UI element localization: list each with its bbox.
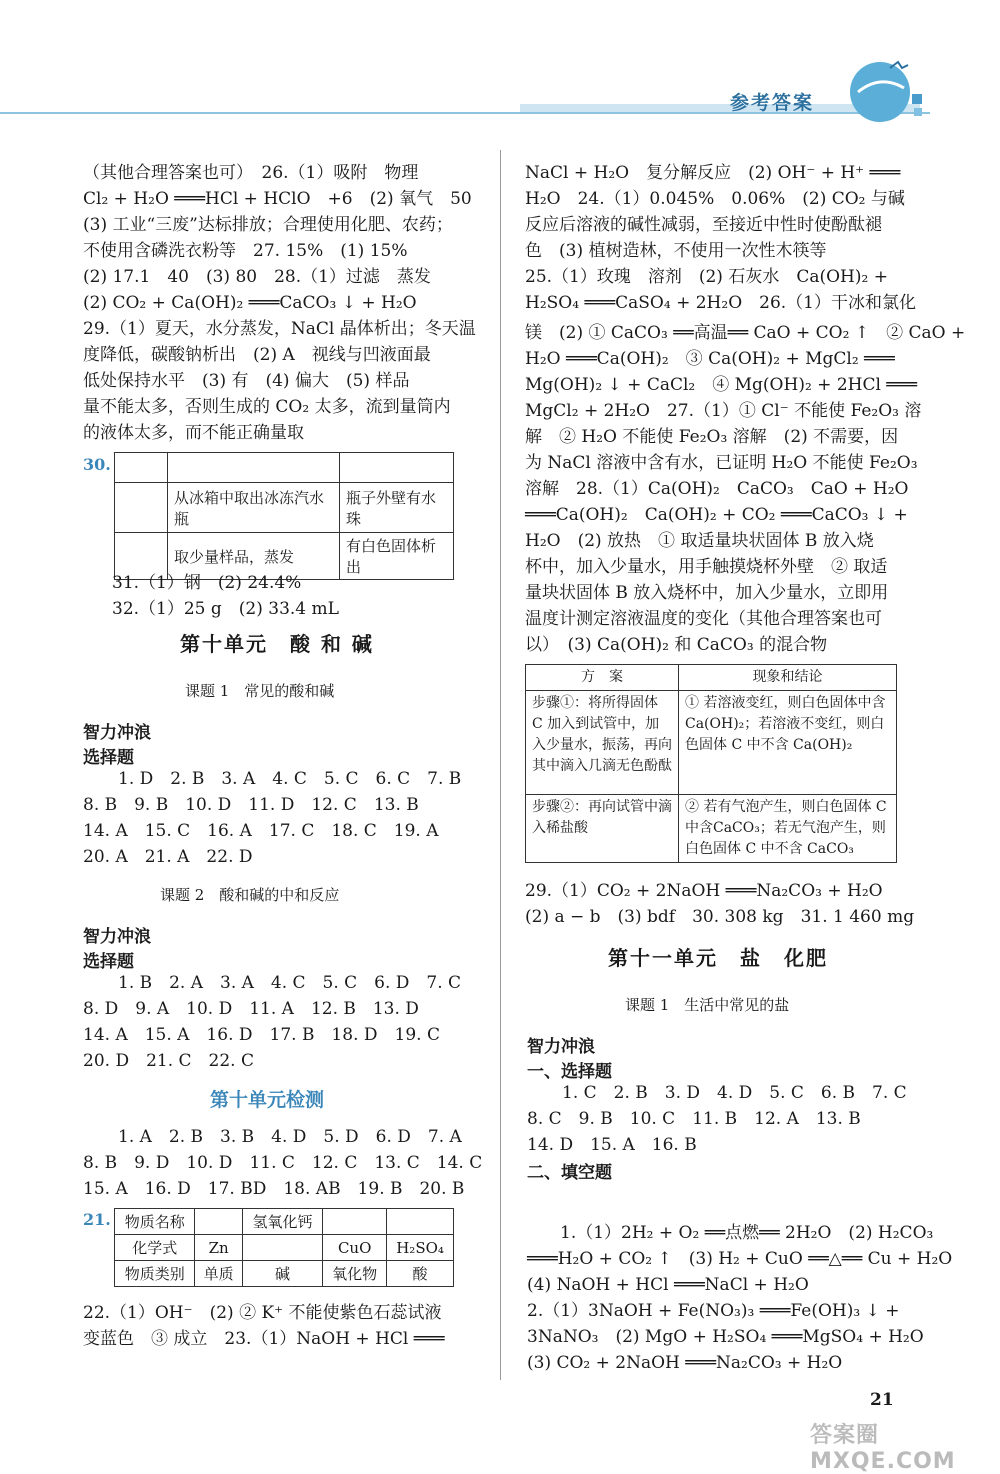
lesson2-subsection: 选择题 [83, 952, 134, 972]
left-line-2: Cl₂ + H₂O ═══HCl + HClO +6 (2) 氧气 50 [83, 189, 472, 209]
q21-cell: 氧化物 [323, 1261, 387, 1287]
q30-cell: 有白色固体析出 [339, 533, 453, 580]
choice-answers-row: 14. D 15. A 16. B [527, 1135, 697, 1155]
q21-cell [387, 1209, 454, 1235]
q21-cell: 碱 [242, 1261, 322, 1287]
left-line-5: (2) 17.1 40 (3) 80 28.（1）过滤 蒸发 [83, 267, 431, 287]
fill-line: (3) CO₂ + 2NaOH ═══Na₂CO₃ + H₂O [527, 1353, 843, 1373]
left-line-1: （其他合理答案也可） 26.（1）吸附 物理 [83, 163, 419, 183]
table-cell: ② 若有气泡产生，则白色固体 C 中含CaCO₃；若无气泡产生，则白色固体 C 中不含 CaCO₃ [679, 795, 897, 863]
q21-cell [242, 1235, 322, 1261]
q21-cell: 物质类别 [115, 1261, 195, 1287]
q29-line: (2) a − b (3) bdf 30. 308 kg 31. 1 460 mg [525, 907, 915, 927]
lesson2-title: 课题 2 酸和碱的中和反应 [160, 886, 340, 904]
q21-cell: H₂SO₄ [387, 1235, 454, 1261]
right-line: ═══Ca(OH)₂ Ca(OH)₂ + CO₂ ═══CaCO₃ ↓ + [525, 505, 908, 525]
q30-cell: 从冰箱中取出冰冻汽水瓶 [168, 483, 340, 533]
column-divider [500, 150, 501, 1380]
fill-line: (4) NaOH + HCl ═══NaCl + H₂O [527, 1275, 809, 1295]
q29-line: 29.（1）CO₂ + 2NaOH ═══Na₂CO₃ + H₂O [525, 881, 883, 901]
fill-title: 二、填空题 [527, 1163, 612, 1183]
right-line: 为 NaCl 溶液中含有水，已证明 H₂O 不能使 Fe₂O₃ [525, 453, 918, 473]
lesson1-answers-row: 20. A 21. A 22. D [83, 847, 253, 867]
q21-cell: 氢氧化钙 [242, 1209, 322, 1235]
q22-line: 变蓝色 ③ 成立 23.（1）NaOH + HCl ═══ [83, 1329, 445, 1349]
q21-cell [195, 1209, 242, 1235]
fill-line: ═══H₂O + CO₂ ↑ (3) H₂ + CuO ══△══ Cu + H₂O [527, 1249, 953, 1269]
test-answers-row: 15. A 16. D 17. BD 18. AB 19. B 20. B [83, 1179, 465, 1199]
q30-cell: 取少量样品，蒸发 [168, 533, 340, 580]
q30-label: 30. [83, 455, 111, 474]
test-answers-row: 1. A 2. B 3. B 4. D 5. D 6. D 7. A [118, 1127, 462, 1147]
right-line: 25.（1）玫瑰 溶剂 (2) 石灰水 Ca(OH)₂ + [525, 267, 888, 287]
right-line: H₂O (2) 放热 ① 取适量块状固体 B 放入烧 [525, 531, 874, 551]
left-line-3: (3) 工业“三废”达标排放；合理使用化肥、农药； [83, 215, 453, 235]
lesson2-answers-row: 20. D 21. C 22. C [83, 1051, 254, 1071]
right-line: 解 ② H₂O 不能使 Fe₂O₃ 溶解 (2) 不需要，因 [525, 427, 899, 447]
q21-cell: 物质名称 [115, 1209, 195, 1235]
table-cell: 步骤②：再向试管中滴入稀盐酸 [526, 795, 679, 863]
header-title: 参考答案 [730, 92, 815, 114]
q30-corner [115, 453, 168, 483]
q21-cell [323, 1209, 387, 1235]
page-number: 21 [870, 1390, 894, 1410]
q30-table [114, 452, 454, 580]
right-line: H₂O ═══Ca(OH)₂ ③ Ca(OH)₂ + MgCl₂ ═══ [525, 349, 895, 369]
left-line-9: 低处保持水平 (3) 有 (4) 偏大 (5) 样品 [83, 371, 410, 391]
right-line: MgCl₂ + 2H₂O 27.（1）① Cl⁻ 不能使 Fe₂O₃ 溶 [525, 401, 922, 421]
unit11-title: 第十一单元 盐 化肥 [608, 946, 828, 970]
left-line-4: 不使用含磷洗衣粉等 27. 15% (1) 15% [83, 241, 408, 261]
choice-answers-row: 1. C 2. B 3. D 4. D 5. C 6. B 7. C [562, 1083, 907, 1103]
q21-table [114, 1208, 454, 1287]
logo-globe-icon [838, 48, 930, 128]
right-line: 以） (3) Ca(OH)₂ 和 CaCO₃ 的混合物 [525, 635, 828, 655]
unit10-test-title: 第十单元检测 [210, 1089, 325, 1111]
right-line: Mg(OH)₂ ↓ + CaCl₂ ④ Mg(OH)₂ + 2HCl ═══ [525, 375, 918, 395]
right-line: 镁 (2) ① CaCO₃ ══高温══ CaO + CO₂ ↑ ② CaO + [525, 323, 966, 343]
lesson1-answers-row: 8. B 9. B 10. D 11. D 12. C 13. B [83, 795, 419, 815]
fill-line: 3NaNO₃ (2) MgO + H₂SO₄ ═══MgSO₄ + H₂O [527, 1327, 924, 1347]
table-cell: ① 若溶液变红，则白色固体中含 Ca(OH)₂；若溶液不变红，则白色固体 C 中不含 Ca(OH)₂ [679, 691, 897, 795]
q21-label: 21. [83, 1210, 111, 1229]
lesson2-answers-row: 14. A 15. A 16. D 17. B 18. D 19. C [83, 1025, 440, 1045]
q22-line: 22.（1）OH⁻ (2) ② K⁺ 不能使紫色石蕊试液 [83, 1303, 442, 1323]
left-line-10: 量不能太多，否则生成的 CO₂ 太多，流到量筒内 [83, 397, 451, 417]
q30-cell: 瓶子外壁有水珠 [339, 483, 453, 533]
q21-cell: Zn [195, 1235, 242, 1261]
left-line-6: (2) CO₂ + Ca(OH)₂ ═══CaCO₃ ↓ + H₂O [83, 293, 417, 313]
left-line-8: 度降低，碳酸钠析出 (2) A 视线与凹液面最 [83, 345, 431, 365]
lesson2-section: 智力冲浪 [83, 927, 151, 947]
lesson11-title: 课题 1 生活中常见的盐 [625, 996, 790, 1014]
test-answers-row: 8. B 9. D 10. D 11. C 12. C 13. C 14. C [83, 1153, 483, 1173]
table-header: 方 案 [526, 665, 679, 691]
table-header: 现象和结论 [679, 665, 897, 691]
right-line: 反应后溶液的碱性减弱，至接近中性时使酚酞褪 [525, 215, 882, 235]
lesson2-answers-row: 8. D 9. A 10. D 11. A 12. B 13. D [83, 999, 419, 1019]
q21-cell: CuO [323, 1235, 387, 1261]
fill-line: 2.（1）3NaOH + Fe(NO₃)₃ ═══Fe(OH)₃ ↓ + [527, 1301, 900, 1321]
right-line: H₂SO₄ ═══CaSO₄ + 2H₂O 26.（1）干冰和氯化 [525, 293, 916, 313]
watermark: 答案圈 MXQE.COM [810, 1423, 956, 1474]
unit10-title: 第十单元 酸 和 碱 [180, 632, 374, 656]
right-line: 溶解 28.（1）Ca(OH)₂ CaCO₃ CaO + H₂O [525, 479, 909, 499]
right-line: 色 (3) 植树造林，不使用一次性木筷等 [525, 241, 827, 261]
choice-answers-row: 8. C 9. B 10. C 11. B 12. A 13. B [527, 1109, 861, 1129]
experiment-table [525, 664, 897, 863]
table-cell: 步骤①：将所得固体 C 加入到试管中，加入少量水，振荡，再向其中滴入几滴无色酚酞 [526, 691, 679, 795]
left-line-7: 29.（1）夏天，水分蒸发，NaCl 晶体析出；冬天温 [83, 319, 476, 339]
lesson1-answers-row: 1. D 2. B 3. A 4. C 5. C 6. C 7. B [118, 769, 462, 789]
right-line: 温度计测定溶液温度的变化（其他合理答案也可 [525, 609, 882, 629]
q32-line: 32.（1）25 g (2) 33.4 mL [112, 599, 339, 619]
lesson1-section: 智力冲浪 [83, 723, 151, 743]
q21-cell: 酸 [387, 1261, 454, 1287]
q31-line: 31.（1）钢 (2) 24.4% [112, 573, 302, 593]
choice-title: 一、选择题 [527, 1062, 612, 1082]
right-line: H₂O 24.（1）0.045% 0.06% (2) CO₂ 与碱 [525, 189, 905, 209]
lesson1-answers-row: 14. A 15. C 16. A 17. C 18. C 19. A [83, 821, 439, 841]
left-line-11: 的液体太多，而不能正确量取 [83, 423, 304, 443]
right-line: 量块状固体 B 放入烧杯中，加入少量水，立即用 [525, 583, 889, 603]
right-line: NaCl + H₂O 复分解反应 (2) OH⁻ + H⁺ ═══ [525, 163, 901, 183]
lesson2-answers-row: 1. B 2. A 3. A 4. C 5. C 6. D 7. C [118, 973, 462, 993]
right-line: 杯中，加入少量水，用手触摸烧杯外壁 ② 取适 [525, 557, 888, 577]
lesson1-title: 课题 1 常见的酸和碱 [185, 682, 335, 700]
fill-line: 1.（1）2H₂ + O₂ ══点燃══ 2H₂O (2) H₂CO₃ [560, 1223, 934, 1243]
lesson1-subsection: 选择题 [83, 748, 134, 768]
q21-cell: 化学式 [115, 1235, 195, 1261]
lesson11-section: 智力冲浪 [527, 1037, 595, 1057]
q21-cell: 单质 [195, 1261, 242, 1287]
